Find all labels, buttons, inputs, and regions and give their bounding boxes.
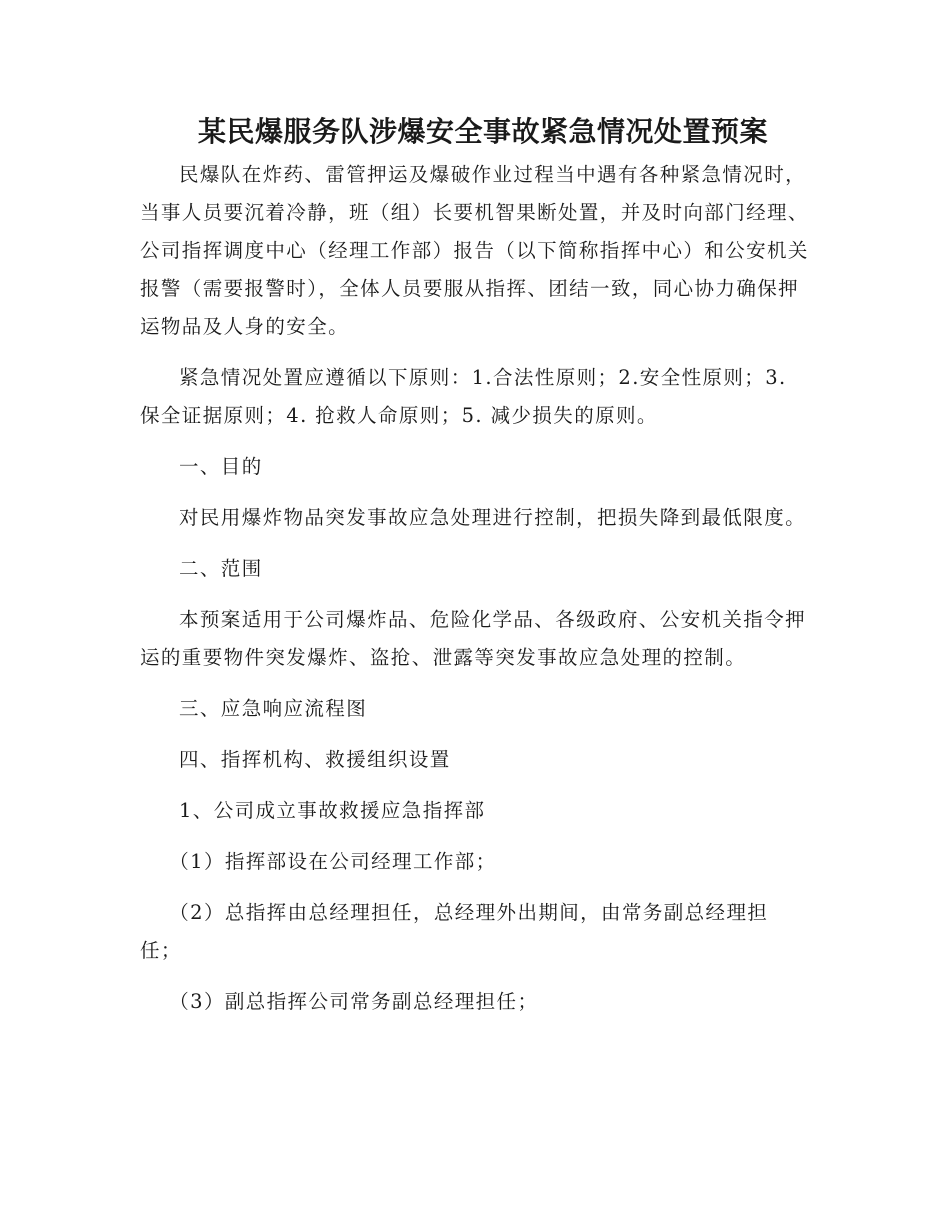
subsection-heading-command: 1、公司成立事故救援应急指挥部 [179, 799, 486, 822]
section-heading-organization: 四、指挥机构、救援组织设置 [179, 748, 451, 771]
section-heading-purpose: 一、目的 [179, 455, 263, 478]
document-page [140, 110, 810, 1021]
scope-paragraph: 本预案适用于公司爆炸品、危险化学品、各级政府、公安机关指令押运的重要物件突发爆炸、盗抢、泄露等突发事故应急处理的控制。 [140, 608, 807, 669]
list-item-command-location: （1）指挥部设在公司经理工作部； [169, 850, 497, 873]
list-item-commander-in-chief: （2）总指挥由总经理担任，总经理外出期间，由常务副总经理担任； [140, 901, 769, 962]
section-heading-flowchart: 三、应急响应流程图 [179, 697, 368, 720]
intro-paragraph: 民爆队在炸药、雷管押运及爆破作业过程当中遇有各种紧急情况时，当事人员要沉着冷静，班（组）长要机智果断处置，并及时向部门经理、公司指挥调度中心（经理工作部）报告（以下简称指挥中心）和公安机关报警（需要报警时），全体人员要服从指挥、团结一致，同心协力确保押运物品及人身的安全。 [140, 163, 809, 338]
section-heading-scope: 二、范围 [179, 557, 263, 580]
list-item-deputy-commander: （3）副总指挥公司常务副总经理担任； [169, 990, 539, 1013]
principles-paragraph: 紧急情况处置应遵循以下原则：1.合法性原则；2.安全性原则；3. 保全证据原则；4. 抢救人命原则；5. 减少损失的原则。 [140, 366, 787, 427]
purpose-paragraph: 对民用爆炸物品突发事故应急处理进行控制，把损失降到最低限度。 [179, 506, 807, 529]
document-title: 某民爆服务队涉爆安全事故紧急情况处置预案 [197, 115, 768, 148]
